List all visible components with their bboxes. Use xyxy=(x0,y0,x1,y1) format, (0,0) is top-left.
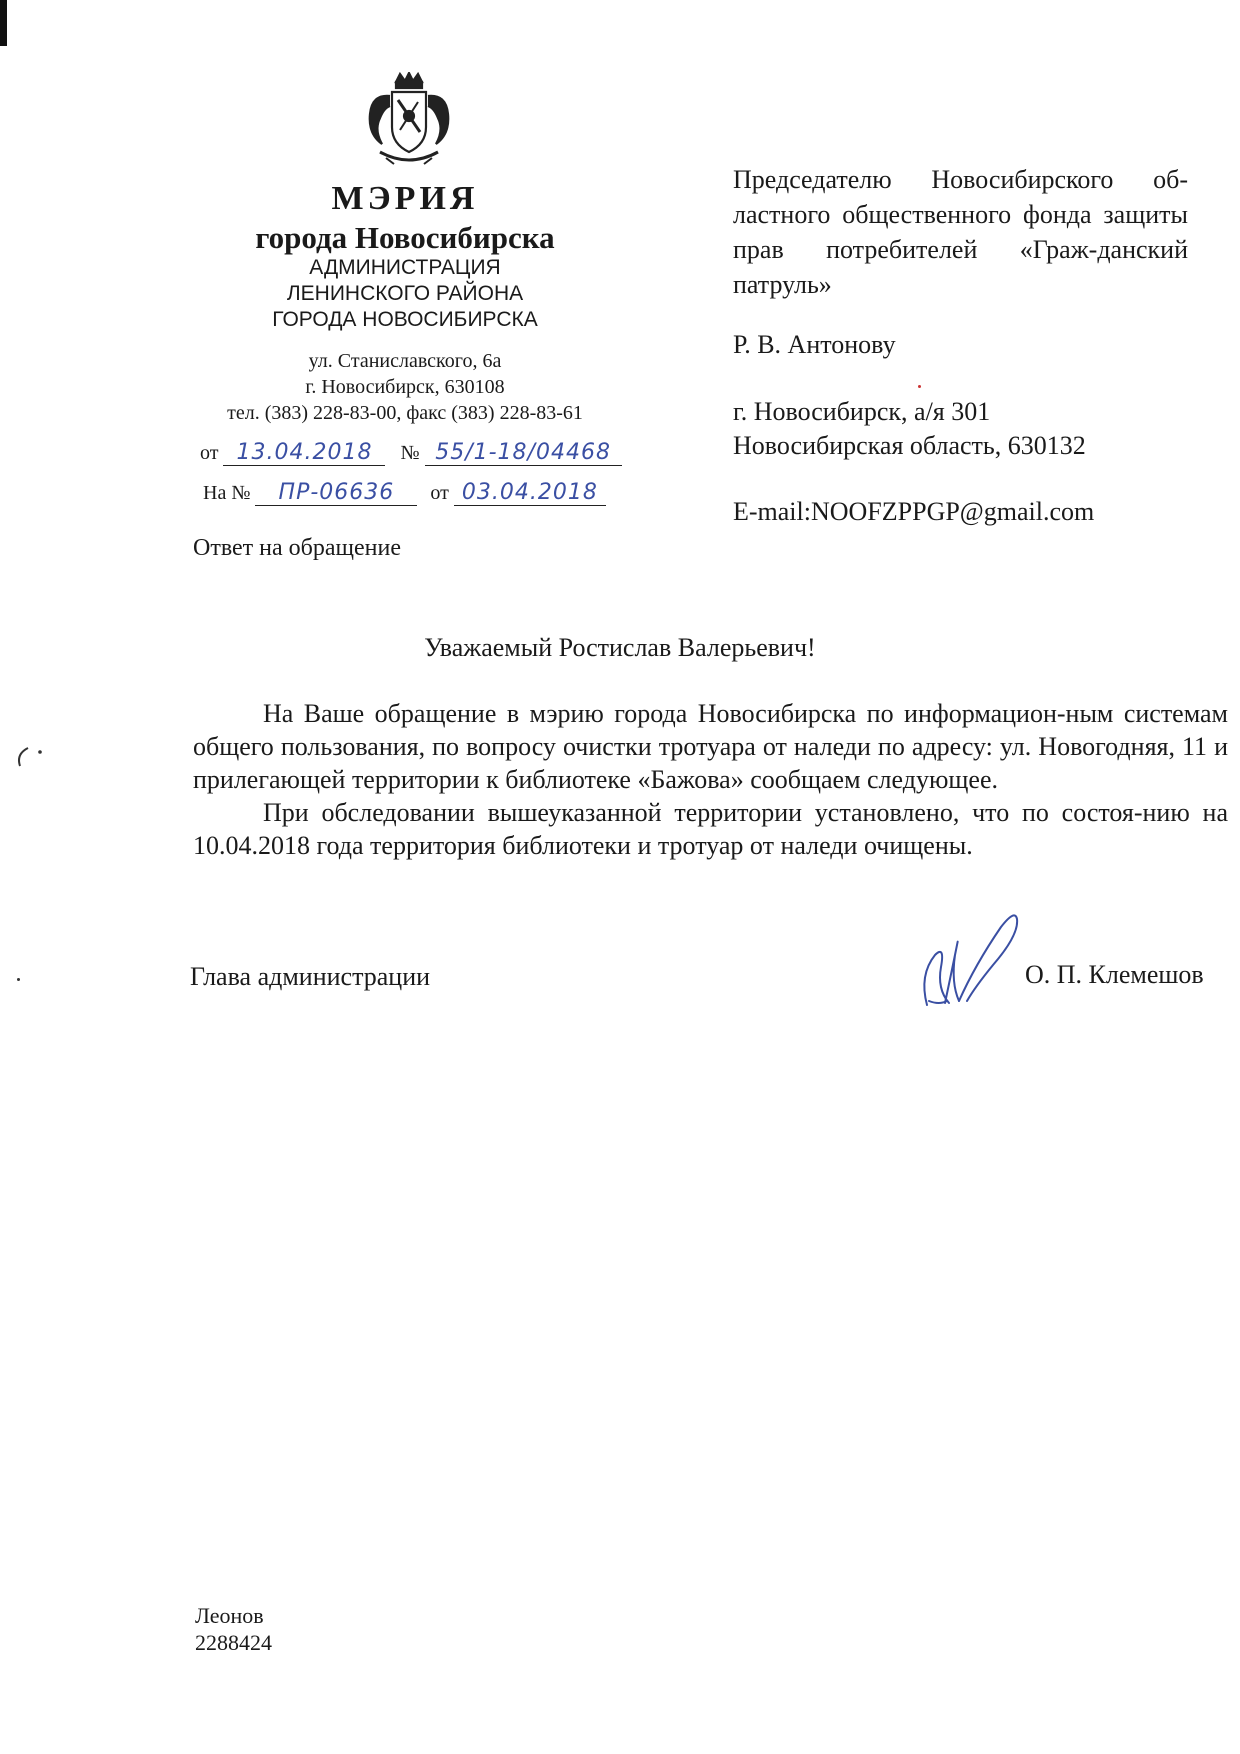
scan-dot-red xyxy=(918,385,921,388)
recipient-address-2: Новосибирская область, 630132 xyxy=(733,431,1086,460)
admin-line-3: ГОРОДА НОВОСИБИРСКА xyxy=(272,308,538,331)
body-paragraph-2: При обследовании вышеуказанной территории установлено, что по состоя-нию на 10.04.2018 года территория библиотеки и тротуар от наледи очищены. xyxy=(193,798,1228,860)
admin-line-1: АДМИНИСТРАЦИЯ xyxy=(309,256,501,279)
greeting: Уважаемый Ростислав Валерьевич! xyxy=(424,633,816,662)
org-city: города Новосибирска xyxy=(255,220,555,255)
subject-line: Ответ на обращение xyxy=(193,535,401,561)
outgoing-number: 55/1-18/04468 xyxy=(425,440,622,466)
reply-to-label: На № xyxy=(203,482,251,504)
admin-line-2: ЛЕНИНСКОГО РАЙОНА xyxy=(286,282,524,305)
incoming-from-label: от xyxy=(430,482,449,504)
scan-mark xyxy=(8,740,48,770)
scan-edge-mark xyxy=(0,0,7,46)
sender-city-zip: г. Новосибирск, 630108 xyxy=(305,376,505,398)
executor-name: Леонов xyxy=(195,1603,264,1628)
sender-phone-fax: тел. (383) 228-83-00, факс (383) 228-83-61 xyxy=(227,402,583,424)
outgoing-reference xyxy=(200,440,622,466)
coat-of-arms-icon xyxy=(360,72,458,172)
executor-phone: 2288424 xyxy=(195,1630,272,1655)
sender-street: ул. Станиславского, 6а xyxy=(308,350,502,372)
signer-name: О. П. Клемешов xyxy=(1025,960,1204,989)
from-label: от xyxy=(200,442,219,464)
org-name: МЭРИЯ xyxy=(331,180,479,217)
incoming-date: 03.04.2018 xyxy=(454,480,606,506)
recipient-name: Р. В. Антонову xyxy=(733,330,896,359)
recipient-email: E-mail:NOOFZPPGP@gmail.com xyxy=(733,497,1095,526)
incoming-reference xyxy=(203,480,606,506)
outgoing-date: 13.04.2018 xyxy=(223,440,385,466)
incoming-number: ПР-06636 xyxy=(255,480,417,506)
number-label: № xyxy=(400,442,420,464)
signer-position: Глава администрации xyxy=(190,962,431,991)
scan-dot xyxy=(17,978,20,981)
recipient-address-1: г. Новосибирск, а/я 301 xyxy=(733,397,991,426)
body-paragraph-1: На Ваше обращение в мэрию города Новосибирска по информацион-ным системам общего пользования, по вопросу очистки тротуара от наледи по адресу: ул. Новогодняя, 11 и прилегающей территории к библиотеке «Бажова» сообщаем следующее. xyxy=(193,699,1228,794)
letter-body xyxy=(193,697,1228,862)
recipient-title: Председателю Новосибирского об-ластного общественного фонда защиты прав потребителей «Граж-данский патруль» xyxy=(733,165,1188,299)
